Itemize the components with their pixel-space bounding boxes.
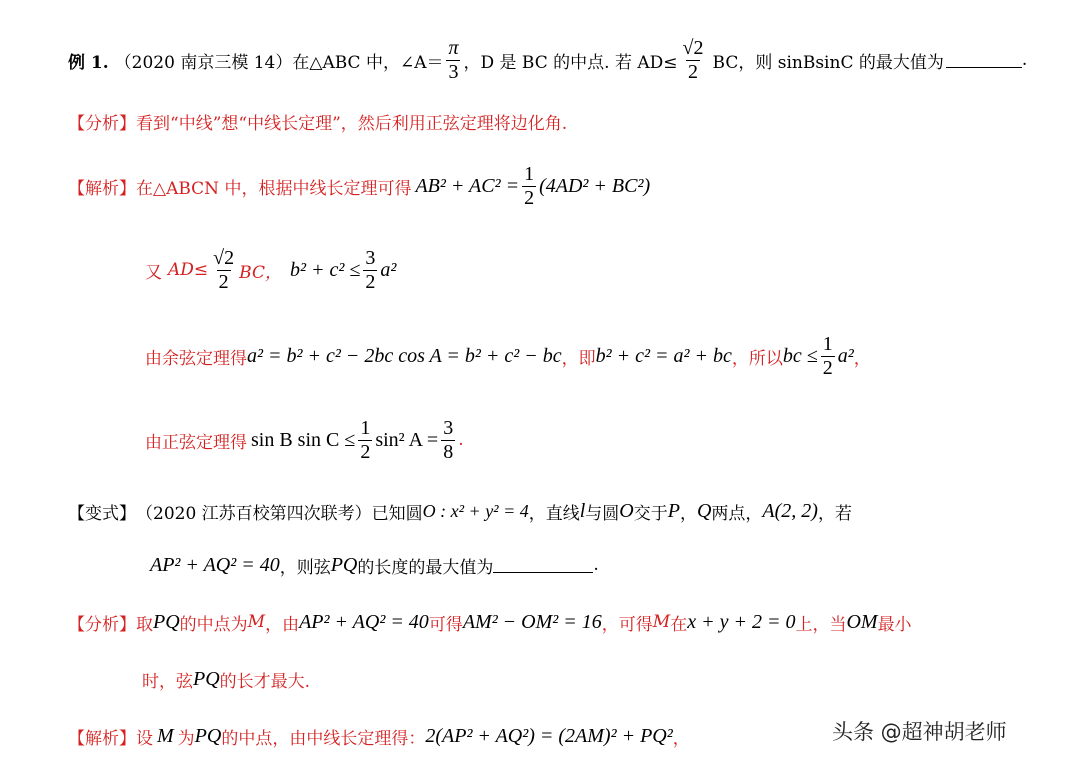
analysis-2-t9: 时，弦 [142,671,193,692]
analysis-2-t6: 在 [670,614,688,635]
analysis-2-m: M [247,612,266,632]
solution-2-t2: 为 [177,728,195,749]
step-4-one-half-fraction: $\frac{1}{2}$ [360,416,371,463]
variant-answer-blank [493,558,593,573]
step-2-prefix: 又 [145,262,162,283]
analysis-2-m2: M [652,612,671,632]
step-2-sqrt2-fraction: $\frac{√2}{2}$ [213,246,235,293]
variant-line-1 [68,496,852,526]
example-tail-text: BC，则 sinBsinC 的最大值为 [712,52,944,73]
analysis-2-t2: 的中点为 [179,614,248,635]
median-equation-right: (4AD² + BC²) [539,174,651,197]
variant-line-2 [150,550,599,580]
one-half-fraction: $\frac{1}{2}$ [524,162,535,209]
example-question [68,30,1027,90]
analysis-1-tag: 【分析】 [68,113,136,134]
variant-text-8: ，则弦 [279,557,331,578]
circle-equation: O : x² + y² = 4 [422,500,529,521]
median-length-equation: 2(AP² + AQ²) = (2AM)² + PQ² [425,724,673,747]
step-4-sin-squared: sin² A = [375,428,439,451]
variant-text-3: 与圆 [585,503,620,524]
analysis-2-pq: PQ [153,610,180,633]
variant-text-1: （2020 江苏百校第四次联考）已知圆 [136,503,423,524]
step-4-prefix: 由正弦定理得 [145,432,247,453]
analysis-2-t5: ，可得 [601,614,653,635]
solution-2-t1: 设 [136,728,153,749]
variant-text-9: 的长度的最大值为 [357,557,494,578]
variant-end: . [593,555,599,575]
analysis-2-eq1: AP² + AQ² = 40 [299,610,429,633]
analysis-2-eq3: x + y + 2 = 0 [687,610,796,633]
solution-2-m: M [157,724,174,747]
line-l: l [579,499,586,522]
step-2-ad: AD≤ [168,260,209,280]
analysis-2-t7: 上，当 [795,614,847,635]
chord-pq: PQ [330,553,358,576]
analysis-2-t3: ，由 [265,614,300,635]
variant-text-2: ，直线 [528,503,580,524]
step-3-prefix: 由余弦定理得 [145,348,247,369]
example-mid-text: ，D 是 BC 的中点. 若 AD≤ [463,52,678,73]
analysis-1 [68,108,567,134]
analysis-2-pq2: PQ [193,667,220,690]
point-a: A(2, 2) [762,499,818,522]
three-eighths-fraction: $\frac{3}{8}$ [443,416,454,463]
step-2-inequality: b² + c² ≤ [289,258,361,281]
point-q: Q [696,499,712,522]
step-3-mid: ，即 [561,348,596,369]
analysis-1-text: 看到“中线”想“中线长定理”，然后利用正弦定理将边化角. [136,113,568,134]
watermark: 头条 @超神胡老师 [832,720,1007,744]
solution-2-t3: 的中点，由中线长定理得： [221,728,426,749]
step-4-end: . [458,430,464,450]
step-3-equation-2: b² + c² = a² + bc [595,344,732,367]
analysis-2-t1: 取 [136,614,153,635]
example-end: . [1021,50,1028,70]
variant-condition: AP² + AQ² = 40 [150,553,280,576]
three-halves-fraction: $\frac{3}{2}$ [365,246,376,293]
step-3 [145,326,871,386]
sqrt2-over-2-fraction: $\frac{√2}{2}$ [682,36,704,83]
variant-text-6: 两点， [711,503,763,524]
step-3-a-squared: a² [837,344,854,367]
step-4 [145,410,464,470]
sine-product-inequality: sin B sin C ≤ [251,428,356,451]
cosine-law-equation: a² = b² + c² − 2bc cos A = b² + c² − bc [247,344,562,367]
answer-blank [946,53,1022,68]
solution-2 [68,720,690,752]
variant-tag: 【变式】 [68,503,136,524]
solution-2-pq: PQ [194,724,222,747]
variant-text-5: ， [679,503,697,524]
analysis-2-line-2 [142,664,310,694]
solution-1 [68,158,650,214]
analysis-2-line-1 [68,607,912,637]
median-equation-left: AB² + AC² = [415,174,520,197]
analysis-2-om: OM [846,610,878,633]
variant-text-4: 交于 [633,503,668,524]
analysis-2-t8: 最小 [877,614,912,635]
step-3-one-half-fraction: $\frac{1}{2}$ [822,332,833,379]
step-3-mid-2: ，所以 [731,348,783,369]
analysis-2-eq2: AM² − OM² = 16 [462,610,602,633]
analysis-2-t10: 的长才最大. [219,671,311,692]
analysis-2-tag: 【分析】 [68,614,136,635]
analysis-2-t4: 可得 [428,614,463,635]
pi-over-3-fraction: $\frac{\pi}{3}$ [448,36,459,83]
step-2-a-squared: a² [380,258,397,281]
solution-2-tag: 【解析】 [68,728,136,749]
circle-o: O [619,499,634,522]
step-2-bc: BC， [239,262,282,283]
point-p: P [667,499,680,522]
step-3-end: ， [853,348,871,369]
step-3-bc-inequality: bc ≤ [782,344,818,367]
example-source-text: （2020 南京三模 14）在△ABC 中，∠A＝ [114,52,444,73]
variant-text-7: ，若 [817,503,852,524]
solution-2-end: ， [672,728,690,749]
example-label: 例 1. [68,52,109,73]
solution-1-intro: 在△ABCN 中，根据中线长定理可得 [136,178,412,199]
step-2 [145,240,396,300]
solution-1-tag: 【解析】 [68,178,136,199]
